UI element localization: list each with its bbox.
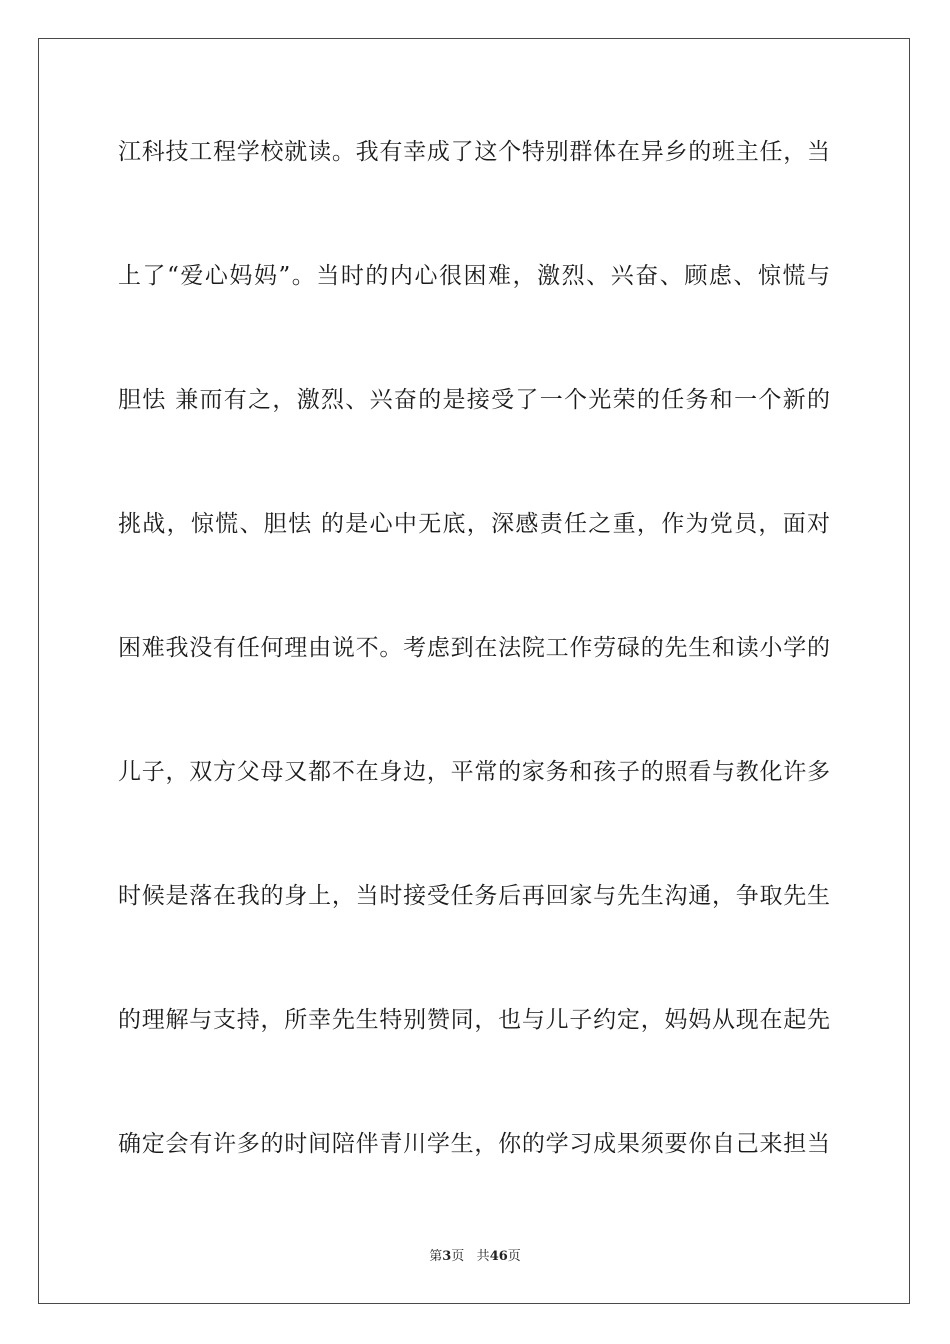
page-footer [0,1248,950,1266]
page-prefix: 第 [429,1249,443,1264]
text-line: 胆怯 兼而有之，激烈、兴奋的是接受了一个光荣的任务和一个新的 [118,387,830,413]
total-prefix: 共 [476,1249,490,1264]
text-line: 上了“爱心妈妈”。当时的内心很困难，激烈、兴奋、顾虑、惊慌与 [118,263,830,289]
total-pages: 46 [489,1249,508,1264]
page-suffix: 页 [451,1249,465,1264]
text-line: 江科技工程学校就读。我有幸成了这个特别群体在异乡的班主任，当 [118,139,830,165]
text-line: 儿子，双方父母又都不在身边，平常的家务和孩子的照看与教化许多 [118,759,830,785]
text-line: 的理解与支持，所幸先生特别赞同，也与儿子约定，妈妈从现在起先 [118,1007,830,1033]
text-line: 困难我没有任何理由说不。考虑到在法院工作劳碌的先生和读小学的 [118,635,830,661]
text-line: 挑战，惊慌、胆怯 的是心中无底，深感责任之重，作为党员，面对 [118,511,830,537]
total-suffix: 页 [507,1249,521,1264]
page-number: 3 [442,1249,452,1264]
text-line: 确定会有许多的时间陪伴青川学生，你的学习成果须要你自己来担当 [118,1131,830,1157]
page-border [38,38,910,1304]
text-line: 时候是落在我的身上，当时接受任务后再回家与先生沟通，争取先生 [118,883,830,909]
